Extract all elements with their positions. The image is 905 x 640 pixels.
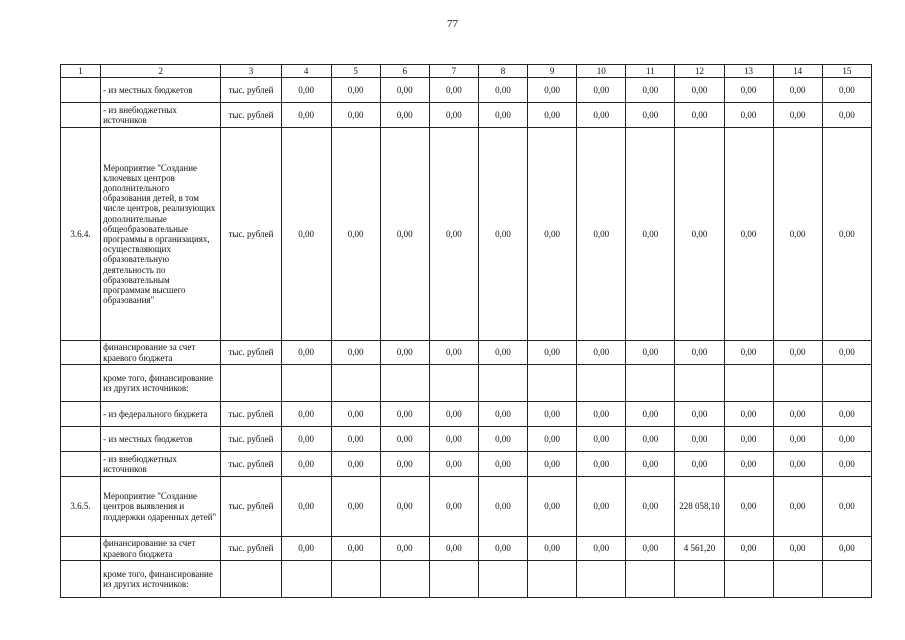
row-code: 3.6.4. — [61, 128, 101, 341]
value-cell: 0,00 — [626, 427, 675, 452]
column-header: 2 — [101, 65, 221, 78]
row-unit: тыс. рублей — [221, 427, 281, 452]
row-unit: тыс. рублей — [221, 341, 281, 365]
row-code — [61, 78, 101, 103]
value-cell: 0,00 — [429, 537, 478, 561]
row-unit — [221, 561, 281, 598]
value-cell: 0,00 — [577, 452, 626, 477]
value-cell — [822, 365, 871, 402]
table-row — [61, 128, 872, 341]
row-code — [61, 452, 101, 477]
value-cell: 0,00 — [626, 103, 675, 128]
row-name: - из местных бюджетов — [101, 78, 221, 103]
value-cell: 0,00 — [577, 78, 626, 103]
column-header: 9 — [528, 65, 577, 78]
value-cell: 0,00 — [429, 103, 478, 128]
value-cell: 0,00 — [528, 427, 577, 452]
value-cell — [281, 365, 331, 402]
value-cell — [675, 365, 724, 402]
table-row — [61, 452, 872, 477]
value-cell: 0,00 — [281, 477, 331, 537]
value-cell: 0,00 — [478, 341, 527, 365]
value-cell: 0,00 — [429, 452, 478, 477]
value-cell: 0,00 — [478, 103, 527, 128]
row-name: финансирование за счет краевого бюджета — [101, 537, 221, 561]
row-code — [61, 561, 101, 598]
value-cell: 0,00 — [331, 477, 380, 537]
value-cell: 0,00 — [380, 402, 429, 427]
row-name: финансирование за счет краевого бюджета — [101, 341, 221, 365]
value-cell: 0,00 — [380, 452, 429, 477]
value-cell: 0,00 — [773, 427, 822, 452]
table-row — [61, 365, 872, 402]
value-cell: 0,00 — [429, 128, 478, 341]
value-cell: 0,00 — [281, 537, 331, 561]
value-cell: 0,00 — [773, 78, 822, 103]
value-cell: 0,00 — [675, 128, 724, 341]
value-cell: 0,00 — [724, 103, 773, 128]
value-cell — [331, 561, 380, 598]
value-cell: 0,00 — [577, 427, 626, 452]
value-cell: 0,00 — [429, 477, 478, 537]
value-cell: 0,00 — [281, 452, 331, 477]
value-cell: 0,00 — [429, 402, 478, 427]
value-cell: 0,00 — [380, 427, 429, 452]
value-cell: 0,00 — [478, 128, 527, 341]
value-cell: 0,00 — [331, 452, 380, 477]
value-cell — [331, 365, 380, 402]
value-cell: 0,00 — [478, 477, 527, 537]
value-cell: 0,00 — [724, 402, 773, 427]
value-cell: 0,00 — [577, 402, 626, 427]
value-cell — [724, 561, 773, 598]
value-cell: 0,00 — [331, 427, 380, 452]
page-number: 77 — [447, 18, 458, 30]
value-cell: 0,00 — [675, 103, 724, 128]
value-cell: 0,00 — [577, 128, 626, 341]
column-header: 5 — [331, 65, 380, 78]
table-row — [61, 103, 872, 128]
row-unit: тыс. рублей — [221, 103, 281, 128]
row-code — [61, 537, 101, 561]
value-cell: 0,00 — [528, 477, 577, 537]
column-header: 3 — [221, 65, 281, 78]
row-unit: тыс. рублей — [221, 402, 281, 427]
value-cell: 0,00 — [675, 452, 724, 477]
value-cell — [675, 561, 724, 598]
value-cell: 0,00 — [822, 78, 871, 103]
value-cell: 0,00 — [724, 78, 773, 103]
value-cell — [577, 561, 626, 598]
value-cell: 0,00 — [724, 128, 773, 341]
value-cell: 0,00 — [528, 537, 577, 561]
value-cell: 0,00 — [429, 427, 478, 452]
value-cell: 0,00 — [675, 427, 724, 452]
row-code — [61, 365, 101, 402]
value-cell: 0,00 — [577, 103, 626, 128]
row-unit: тыс. рублей — [221, 537, 281, 561]
value-cell: 0,00 — [331, 128, 380, 341]
row-code: 3.6.5. — [61, 477, 101, 537]
value-cell: 0,00 — [331, 103, 380, 128]
value-cell: 0,00 — [724, 477, 773, 537]
value-cell: 0,00 — [331, 402, 380, 427]
column-header: 15 — [822, 65, 871, 78]
table-row — [61, 78, 872, 103]
table-row — [61, 537, 872, 561]
value-cell: 0,00 — [724, 537, 773, 561]
value-cell: 0,00 — [478, 402, 527, 427]
value-cell: 0,00 — [626, 341, 675, 365]
value-cell: 0,00 — [773, 402, 822, 427]
value-cell: 0,00 — [281, 402, 331, 427]
value-cell — [528, 561, 577, 598]
value-cell: 4 561,20 — [675, 537, 724, 561]
value-cell — [478, 561, 527, 598]
value-cell — [626, 365, 675, 402]
value-cell: 0,00 — [626, 402, 675, 427]
value-cell: 0,00 — [331, 537, 380, 561]
row-unit: тыс. рублей — [221, 128, 281, 341]
column-header: 7 — [429, 65, 478, 78]
value-cell: 0,00 — [724, 341, 773, 365]
budget-table — [60, 64, 872, 598]
value-cell: 0,00 — [281, 341, 331, 365]
value-cell: 0,00 — [675, 341, 724, 365]
row-unit — [221, 365, 281, 402]
row-name: Мероприятие "Создание центров выявления и поддержки одаренных детей" — [101, 477, 221, 537]
row-name: - из внебюджетных источников — [101, 452, 221, 477]
value-cell: 0,00 — [380, 477, 429, 537]
value-cell: 0,00 — [773, 537, 822, 561]
value-cell: 0,00 — [380, 537, 429, 561]
value-cell: 0,00 — [773, 341, 822, 365]
value-cell: 0,00 — [331, 78, 380, 103]
value-cell: 0,00 — [773, 477, 822, 537]
value-cell: 0,00 — [626, 477, 675, 537]
value-cell — [380, 365, 429, 402]
row-code — [61, 402, 101, 427]
value-cell: 0,00 — [478, 537, 527, 561]
value-cell: 0,00 — [478, 452, 527, 477]
value-cell: 0,00 — [822, 537, 871, 561]
value-cell: 0,00 — [724, 427, 773, 452]
value-cell: 0,00 — [528, 402, 577, 427]
value-cell: 0,00 — [577, 537, 626, 561]
table-row — [61, 402, 872, 427]
column-header: 1 — [61, 65, 101, 78]
value-cell — [281, 561, 331, 598]
value-cell: 0,00 — [724, 452, 773, 477]
value-cell: 0,00 — [822, 341, 871, 365]
value-cell: 0,00 — [528, 78, 577, 103]
row-unit: тыс. рублей — [221, 477, 281, 537]
value-cell — [429, 365, 478, 402]
value-cell: 0,00 — [626, 537, 675, 561]
value-cell — [429, 561, 478, 598]
row-code — [61, 103, 101, 128]
value-cell: 0,00 — [281, 427, 331, 452]
value-cell: 0,00 — [626, 78, 675, 103]
value-cell: 0,00 — [822, 402, 871, 427]
value-cell: 0,00 — [429, 78, 478, 103]
column-header: 11 — [626, 65, 675, 78]
value-cell — [577, 365, 626, 402]
row-name: - из федерального бюджета — [101, 402, 221, 427]
column-header: 13 — [724, 65, 773, 78]
column-header: 14 — [773, 65, 822, 78]
value-cell: 228 058,10 — [675, 477, 724, 537]
value-cell: 0,00 — [577, 477, 626, 537]
value-cell: 0,00 — [281, 103, 331, 128]
table-row — [61, 341, 872, 365]
row-name: - из внебюджетных источников — [101, 103, 221, 128]
row-name: кроме того, финансирование из других источников: — [101, 365, 221, 402]
value-cell — [822, 561, 871, 598]
value-cell — [528, 365, 577, 402]
row-name: - из местных бюджетов — [101, 427, 221, 452]
value-cell: 0,00 — [626, 452, 675, 477]
value-cell: 0,00 — [380, 128, 429, 341]
row-unit: тыс. рублей — [221, 78, 281, 103]
row-code — [61, 427, 101, 452]
value-cell — [773, 365, 822, 402]
column-header: 6 — [380, 65, 429, 78]
value-cell: 0,00 — [675, 78, 724, 103]
value-cell: 0,00 — [429, 341, 478, 365]
value-cell: 0,00 — [528, 128, 577, 341]
value-cell: 0,00 — [822, 128, 871, 341]
value-cell: 0,00 — [478, 78, 527, 103]
column-header: 12 — [675, 65, 724, 78]
value-cell: 0,00 — [528, 103, 577, 128]
table-row — [61, 477, 872, 537]
table-row — [61, 427, 872, 452]
value-cell: 0,00 — [380, 78, 429, 103]
value-cell: 0,00 — [773, 103, 822, 128]
value-cell — [478, 365, 527, 402]
value-cell: 0,00 — [822, 103, 871, 128]
row-code — [61, 341, 101, 365]
value-cell — [773, 561, 822, 598]
row-unit: тыс. рублей — [221, 452, 281, 477]
value-cell — [724, 365, 773, 402]
value-cell: 0,00 — [773, 128, 822, 341]
value-cell: 0,00 — [528, 452, 577, 477]
value-cell: 0,00 — [822, 477, 871, 537]
row-name: кроме того, финансирование из других источников: — [101, 561, 221, 598]
column-header: 4 — [281, 65, 331, 78]
value-cell: 0,00 — [528, 341, 577, 365]
value-cell — [380, 561, 429, 598]
value-cell: 0,00 — [577, 341, 626, 365]
value-cell: 0,00 — [675, 402, 724, 427]
value-cell: 0,00 — [380, 341, 429, 365]
table-row — [61, 561, 872, 598]
column-header: 8 — [478, 65, 527, 78]
value-cell: 0,00 — [773, 452, 822, 477]
value-cell: 0,00 — [822, 427, 871, 452]
value-cell: 0,00 — [281, 128, 331, 341]
value-cell: 0,00 — [331, 341, 380, 365]
row-name: Мероприятие "Создание ключевых центров дополнительного образования детей, в том числе центров, реализующих дополнительные общеобразовательные программы в организациях, осуществляющих образовательную деятельность по образовательным программам высшего образования" — [101, 128, 221, 341]
value-cell: 0,00 — [626, 128, 675, 341]
value-cell: 0,00 — [478, 427, 527, 452]
value-cell: 0,00 — [281, 78, 331, 103]
value-cell: 0,00 — [380, 103, 429, 128]
value-cell: 0,00 — [822, 452, 871, 477]
column-header: 10 — [577, 65, 626, 78]
table-header-row — [61, 65, 872, 78]
value-cell — [626, 561, 675, 598]
